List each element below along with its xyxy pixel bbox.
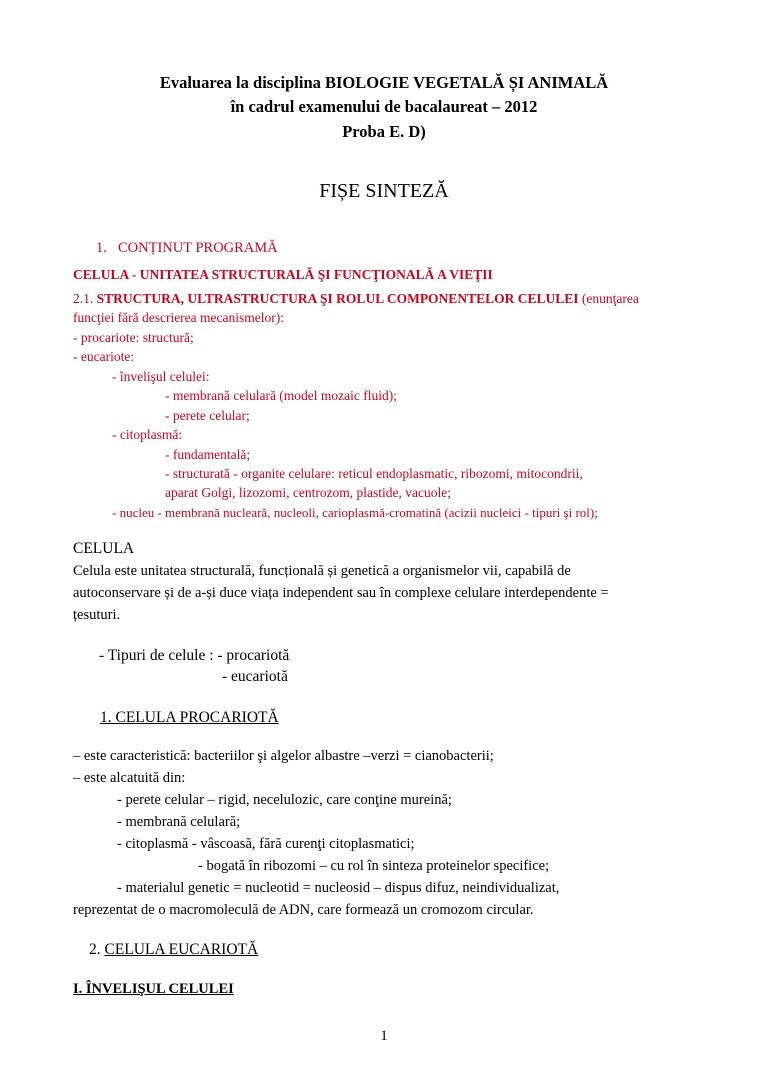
section-note-cont: funcţiei fără descrierea mecanismelor): [73, 310, 285, 325]
procariota-line: - citoplasmă - vâscoasă, fără curenţi citoplasmatici; [117, 836, 415, 852]
procariota-heading: 1. CELULA PROCARIOTĂ [100, 709, 279, 726]
header-line-3: Proba E. D) [342, 122, 426, 141]
program-item: - procariote: structură; [73, 330, 194, 345]
invelis-heading: I. ÎNVELIŞUL CELULEI [73, 981, 234, 997]
cell-types: - Tipuri de celule : - procariotă [99, 647, 290, 664]
header-line-1: Evaluarea la disciplina BIOLOGIE VEGETALĂ ȘI ANIMALĂ [159, 73, 609, 92]
celula-heading: CELULA [73, 540, 135, 557]
cell-types: - eucariotă [222, 668, 288, 685]
program-item: - fundamentală; [165, 447, 251, 462]
eucariota-number: 2. [89, 941, 101, 958]
procariota-line: - perete celular – rigid, necelulozic, care conţine mureină; [117, 792, 452, 808]
page-number: 1 [380, 1028, 388, 1044]
procariota-line: - bogată în ribozomi – cu rol în sinteza proteinelor specifice; [198, 858, 550, 874]
procariota-line: reprezentat de o macromoleculă de ADN, care formează un cromozom circular. [73, 902, 534, 918]
program-item: - învelişul celulei: [112, 369, 210, 384]
eucariota-title: CELULA EUCARIOTĂ [104, 941, 259, 958]
procariota-line: - materialul genetic = nucleotid = nucleosid – dispus difuz, neindividualizat, [117, 880, 560, 896]
section-2-1 [73, 291, 639, 307]
program-number: 1. [96, 240, 107, 256]
section-title: STRUCTURA, ULTRASTRUCTURA ŞI ROLUL COMPONENTELOR CELULEI [96, 291, 579, 306]
program-item: - structurată - organite celulare: reticul endoplasmatic, ribozomi, mitocondrii, [165, 466, 583, 481]
program-item: aparat Golgi, lizozomi, centrozom, plastide, vacuole; [165, 485, 452, 500]
section-number: 2.1. [73, 291, 94, 306]
celula-definition: țesuturi. [73, 607, 121, 623]
program-item: - membrană celulară (model mozaic fluid); [165, 388, 398, 403]
procariota-line: – este alcatuită din: [73, 770, 186, 786]
program-item: - nucleu - membrană nucleară, nucleoli, carioplasmă-cromatină (acizii nucleici - tipuri şi rol); [112, 505, 598, 520]
eucariota-heading [89, 941, 258, 959]
page-title: FIȘE SINTEZĂ [319, 180, 449, 202]
celula-definition: Celula este unitatea structurală, funcțională și genetică a organismelor vii, capabilă de [73, 563, 571, 579]
procariota-line: – este caracteristică: bacteriilor şi algelor albastre –verzi = cianobacterii; [73, 748, 494, 764]
program-item: - citoplasmă: [112, 427, 183, 442]
celula-definition: autoconservare și de a-și duce viața independent sau în complexe celulare interdependente = [73, 585, 609, 601]
procariota-line: - membrană celulară; [117, 814, 241, 830]
section-note: (enunţarea [581, 291, 639, 306]
program-heading: CONȚINUT PROGRAMĂ [118, 240, 278, 256]
program-item: - eucariote: [73, 349, 135, 364]
celula-unit-title: CELULA - UNITATEA STRUCTURALĂ ŞI FUNCŢIONALĂ A VIEŢII [73, 267, 493, 282]
program-item: - perete celular; [165, 408, 250, 423]
header-line-2: în cadrul examenului de bacalaureat – 2012 [230, 97, 538, 116]
